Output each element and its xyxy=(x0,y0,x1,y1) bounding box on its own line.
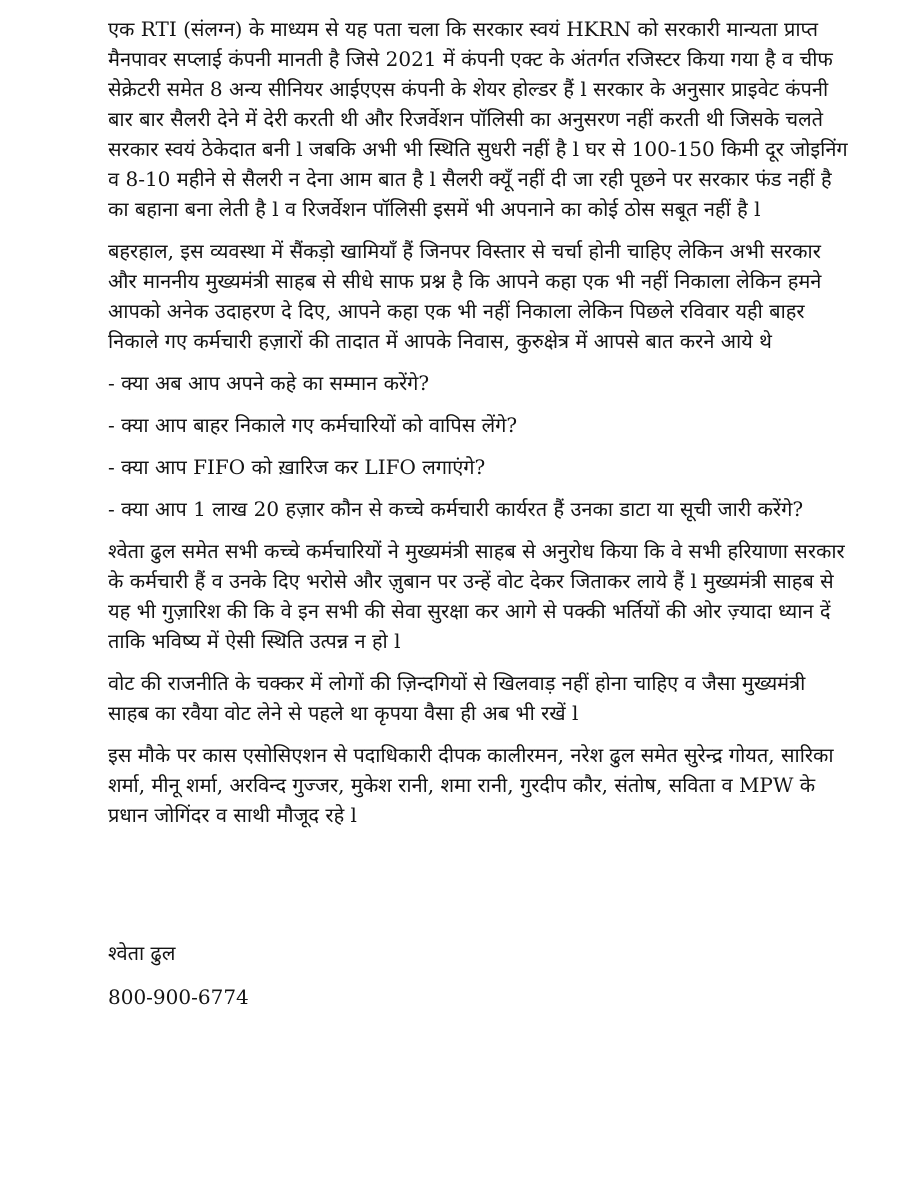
paragraph-attendees: इस मौके पर कास एसोसिएशन से पदाधिकारी दीपक कालीरमन, नरेश ढुल समेत सुरेन्द्र गोयत, सारिका शर्मा, मीनू शर्मा, अरविन्द गुज्जर, मुकेश रानी, शमा रानी, गुरदीप कौर, संतोष, सविता व MPW के प्रधान जोगिंदर व साथी मौजूद रहे l xyxy=(108,743,834,827)
question-respect-word: - क्या अब आप अपने कहे का सम्मान करेंगे? xyxy=(108,371,430,395)
question-fifo-lifo: - क्या आप FIFO को ख़ारिज कर LIFO लगाएंगे? xyxy=(108,455,486,479)
paragraph-questions-intro: बहरहाल, इस व्यवस्था में सैंकड़ो खामियाँ हैं जिनपर विस्तार से चर्चा होनी चाहिए लेकिन अभी सरकार और माननीय मुख्यमंत्री साहब से सीधे साफ प्रश्न है कि आपने कहा एक भी नहीं निकाला लेकिन हमने आपको अनेक उदाहरण दे दिए, आपने कहा एक भी नहीं निकाला लेकिन पिछले रविवार यही बाहर निकाले गए कर्मचारी हज़ारों की तादात में आपके निवास, कुरुक्षेत्र में आपसे बात करने आये थे xyxy=(108,239,822,353)
signature-phone: 800-900-6774 xyxy=(108,985,249,1009)
signature-name: श्वेता ढुल xyxy=(108,941,176,965)
question-release-data: - क्या आप 1 लाख 20 हज़ार कौन से कच्चे कर्मचारी कार्यरत हैं उनका डाटा या सूची जारी करेंगे? xyxy=(108,497,804,521)
paragraph-request-cm: श्वेता ढुल समेत सभी कच्चे कर्मचारियों ने मुख्यमंत्री साहब से अनुरोध किया कि वे सभी हरियाणा सरकार के कर्मचारी हैं व उनके दिए भरोसे और ज़ुबान पर उन्हें वोट देकर जिताकर लाये हैं l मुख्यमंत्री साहब से यह भी गुज़ारिश की कि वे इन सभी की सेवा सुरक्षा कर आगे से पक्की भर्तियों की ओर ज़्यादा ध्यान दें ताकि भविष्य में ऐसी स्थिति उत्पन्न न हो l xyxy=(108,539,845,653)
paragraph-rti-findings: एक RTI (संलग्न) के माध्यम से यह पता चला कि सरकार स्वयं HKRN को सरकारी मान्यता प्राप्त मैनपावर सप्लाई कंपनी मानती है जिसे 2021 में कंपनी एक्ट के अंतर्गत रजिस्टर किया गया है व चीफ सेक्रेटरी समेत 8 अन्य सीनियर आईएएस कंपनी के शेयर होल्डर हैं l सरकार के अनुसार प्राइवेट कंपनी बार बार सैलरी देने में देरी करती थी और रिजर्वेशन पॉलिसी का अनुसरण नहीं करती थी जिसके चलते सरकार स्वयं ठेकेदात बनी l जबकि अभी भी स्थिति सुधरी नहीं है l घर से 100-150 किमी दूर जोइनिंग व 8-10 महीने से सैलरी न देना आम बात है l सैलरी क्यूँ नहीं दी जा रही पूछने पर सरकार फंड नहीं है का बहाना बना लेती है l व रिजर्वेशन पॉलिसी इसमें भी अपनाने का कोई ठोस सबूत नहीं है l xyxy=(108,17,848,221)
question-rehire-employees: - क्या आप बाहर निकाले गए कर्मचारियों को वापिस लेंगे? xyxy=(108,413,518,437)
paragraph-vote-politics: वोट की राजनीति के चक्कर में लोगों की ज़िन्दगियों से खिलवाड़ नहीं होना चाहिए व जैसा मुख्यमंत्री साहब का रवैया वोट लेने से पहले था कृपया वैसा ही अब भी रखें l xyxy=(108,671,806,725)
spacer xyxy=(108,842,851,938)
